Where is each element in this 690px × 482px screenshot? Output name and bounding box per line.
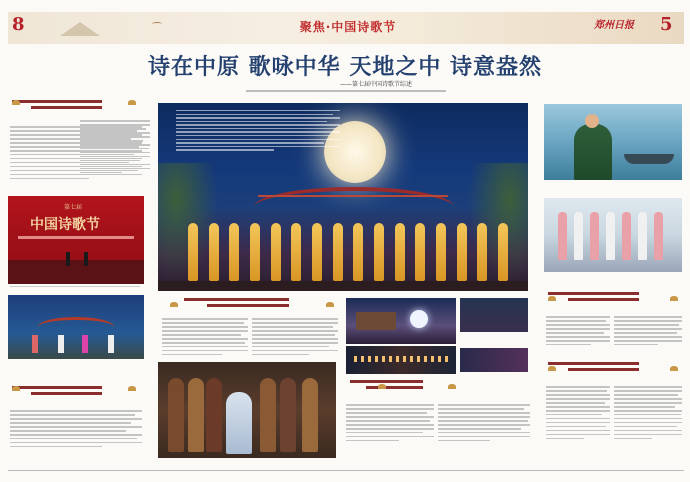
actor-head [585,114,599,128]
ornament-icon [670,366,678,371]
child-figure [606,212,615,260]
performer-figure [206,378,222,452]
page-number-left: 8 [12,14,25,35]
article-body [162,318,248,358]
screen-strip [18,236,134,239]
photo-caption [10,286,140,290]
article-body [10,410,142,450]
performer-figure [82,335,88,353]
night-venue-photo [346,298,456,344]
child-figure [622,212,631,260]
article-body [614,386,682,442]
ornament-icon [448,384,456,389]
main-headline: 诗在中原 歌咏中华 天地之中 诗意盎然 [148,55,542,80]
stage-floor [8,260,144,284]
dancer-figure [353,223,363,281]
ornament-icon [548,366,556,371]
ornament-icon [128,386,136,391]
ornament-icon [170,302,178,307]
dancer-figure [477,223,487,281]
red-bridge [38,317,114,337]
stage-floor [158,281,528,291]
ornament-icon [326,302,334,307]
ornament-icon [378,384,386,389]
section-heading [548,292,678,316]
performer-figure [260,378,276,452]
performer-figure [168,378,184,452]
article-body [252,318,338,358]
dancer-figure [271,223,281,281]
performer-figure [32,335,38,353]
bridge-performance-photo [8,295,144,359]
mountain-ornament [60,22,100,36]
performer-figure [302,378,318,452]
byline [246,90,446,94]
bird-ornament [152,22,162,26]
dancer-line [188,223,508,283]
opening-ceremony-photo [8,196,144,284]
article-body [546,386,610,442]
ornament-icon [128,100,136,105]
section-heading [350,380,454,404]
child-figure [638,212,647,260]
stage-photo-small [460,298,528,332]
section-title: 聚焦·中国诗歌节 [299,20,397,34]
section-heading [548,362,678,386]
performer-figure [108,335,114,353]
stage-lights [354,356,448,362]
child-figure [574,212,583,260]
section-heading [12,386,140,410]
actor-figure [574,124,612,180]
dancer-figure [333,223,343,281]
dancer-figure [498,223,508,281]
hero-overlay-text [176,110,340,180]
child-figure [590,212,599,260]
dancer-figure [395,223,405,281]
ornament-icon [12,100,20,105]
concert-photo-small [460,348,528,372]
article-body [546,316,610,348]
article-body [614,316,682,348]
page-number-right: 5 [660,14,673,35]
performer-figure [188,378,204,452]
child-figure [558,212,567,260]
performer-figure [280,378,296,452]
ornament-icon [548,296,556,301]
opera-actor-photo [544,104,682,180]
performer-figure [58,335,64,353]
dancer-figure [312,223,322,281]
masthead-logo: 郑州日报 [594,20,634,31]
dancer-figure [188,223,198,281]
pavilion-building [356,312,396,330]
audience-photo [346,346,456,374]
dancer-figure [209,223,219,281]
article-body [80,120,150,176]
arched-bridge [254,187,454,227]
ornament-icon [670,296,678,301]
dancer-figure [436,223,446,281]
article-body [346,404,434,444]
children-performance-photo [544,198,682,272]
child-figure [654,212,663,260]
footer-rule [8,470,684,471]
bridge-railing [258,195,448,197]
dancer-figure [415,223,425,281]
dancer-figure [374,223,384,281]
ornament-icon [12,386,20,391]
dancer-figure [457,223,467,281]
speaker-figure [66,252,70,266]
dancer-figure [250,223,260,281]
article-body [438,404,530,444]
ceremony-subtitle: 第七届 [64,204,83,211]
speaker-figure [84,252,88,266]
lead-actor-figure [226,392,252,454]
subheadline: ——第七届中国诗歌节综述 [339,81,412,88]
moon-light [410,310,428,328]
dancer-figure [291,223,301,281]
boat-prop [624,154,674,164]
drama-performance-photo [158,362,336,458]
ceremony-calligraphy: 中国诗歌节 [30,217,100,233]
dancer-figure [229,223,239,281]
